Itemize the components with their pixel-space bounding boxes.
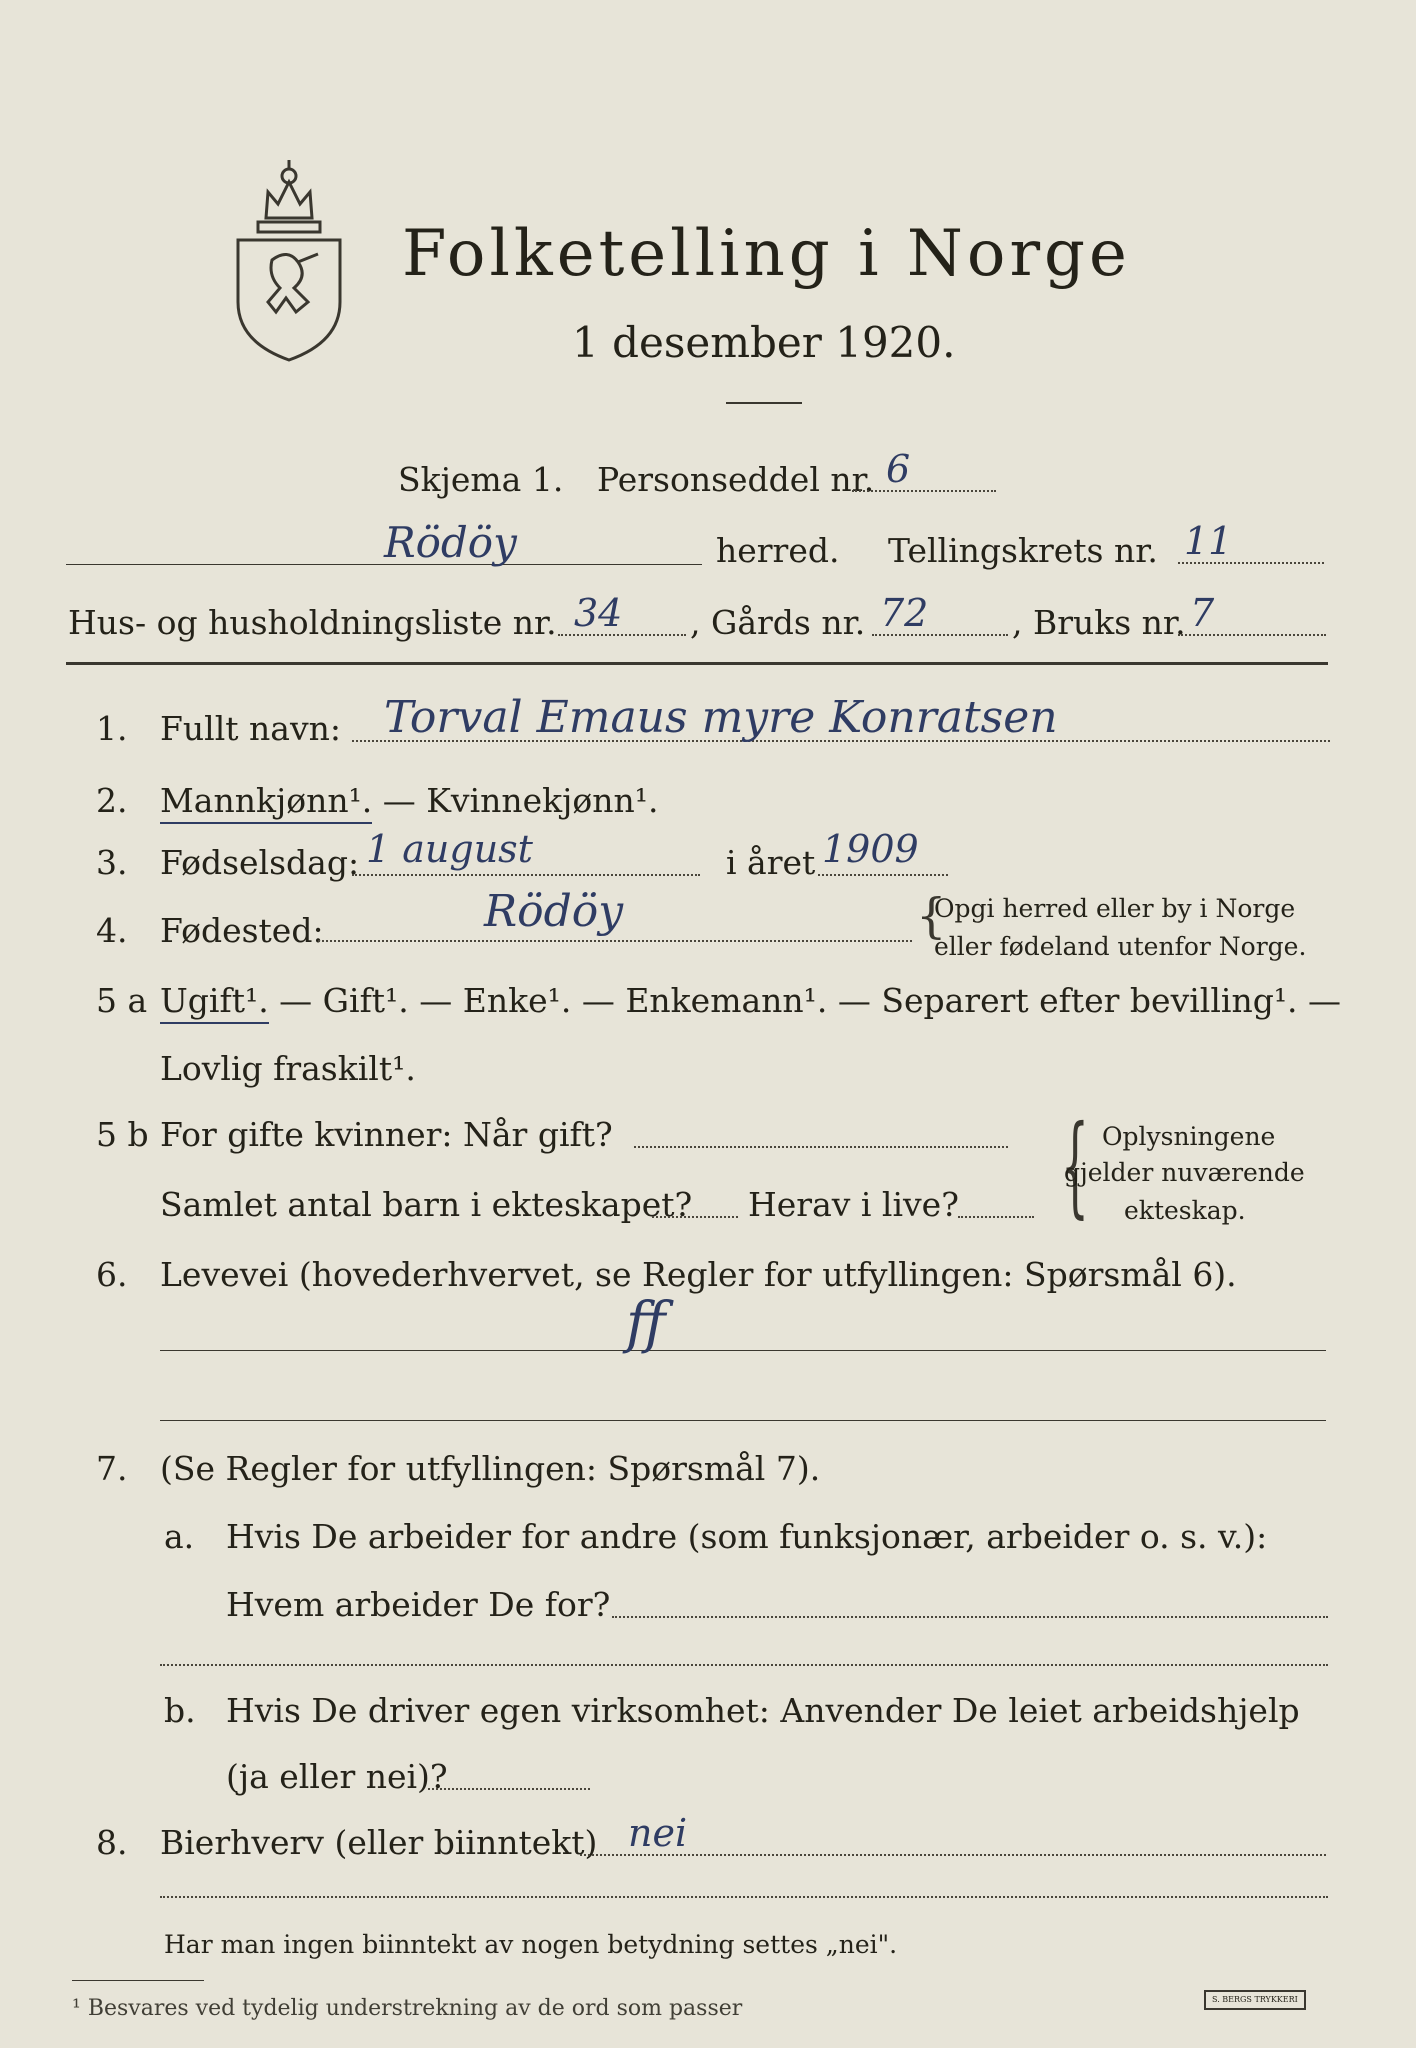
herred-label: herred. xyxy=(716,531,840,570)
q5b-label: For gifte kvinner: Når gift? xyxy=(160,1115,613,1154)
q5b-number: 5 b xyxy=(96,1115,149,1154)
q1-label: Fullt navn: xyxy=(160,709,341,748)
q8-label: Bierhverv (eller biinntekt) xyxy=(160,1823,598,1862)
q4-brace: { xyxy=(916,888,947,944)
q3-line xyxy=(352,874,700,876)
q2-options: Mannkjønn¹. — Kvinnekjønn¹. xyxy=(160,784,659,817)
personseddel-value[interactable]: 6 xyxy=(886,447,911,491)
q6-line2 xyxy=(160,1420,1326,1421)
form-title: Folketelling i Norge xyxy=(402,217,1131,291)
q3-year-line xyxy=(818,874,948,876)
q6-label: Levevei (hovederhvervet, se Regler for utfyllingen: Spørsmål 6). xyxy=(160,1255,1237,1294)
q1-number: 1. xyxy=(96,709,128,748)
q4-note-line1: Opgi herred eller by i Norge xyxy=(934,894,1296,923)
q8-number: 8. xyxy=(96,1823,128,1862)
q7b-label: Hvis De driver egen virksomhet: Anvender De leiet arbeidshjelp xyxy=(226,1691,1300,1730)
q5a-other-options[interactable]: — Gift¹. — Enke¹. — Enkemann¹. — Separert efter bevilling¹. — xyxy=(268,981,1342,1020)
q7b-line2: (ja eller nei)? xyxy=(226,1757,448,1796)
q3-value[interactable]: 1 august xyxy=(366,827,533,871)
q7b-number: b. xyxy=(164,1691,196,1730)
header-divider xyxy=(66,662,1328,665)
herred-value[interactable]: Rödöy xyxy=(384,518,517,567)
footer-note: Har man ingen biinntekt av nogen betydning settes „nei". xyxy=(164,1930,898,1959)
tellingskrets-value[interactable]: 11 xyxy=(1184,519,1233,563)
q6-line1 xyxy=(160,1350,1326,1351)
q5b-alive-label: Herav i live? xyxy=(748,1185,959,1224)
q1-value[interactable]: Torval Emaus myre Konratsen xyxy=(384,692,1058,743)
q3-number: 3. xyxy=(96,843,128,882)
q4-value[interactable]: Rödöy xyxy=(484,886,624,937)
q6-number: 6. xyxy=(96,1255,128,1294)
husliste-label: Hus- og husholdningsliste nr. xyxy=(68,603,557,642)
gards-value[interactable]: 72 xyxy=(880,591,929,635)
footnote: ¹ Besvares ved tydelig understrekning av de ord som passer xyxy=(72,1996,743,2021)
q7a-number: a. xyxy=(164,1517,195,1556)
q4-note-line2: eller fødeland utenfor Norge. xyxy=(934,932,1307,961)
q3-year-label: i året xyxy=(726,843,816,882)
printer-stamp: S. BERGS TRYKKERI xyxy=(1204,1990,1306,2010)
schema-label: Skjema 1. xyxy=(398,460,564,499)
q4-label: Fødested: xyxy=(160,911,324,950)
q5b-note3: ekteskap. xyxy=(1124,1196,1246,1225)
tellingskrets-label: Tellingskrets nr. xyxy=(888,531,1158,570)
personseddel-line xyxy=(852,490,996,492)
q7-label: (Se Regler for utfyllingen: Spørsmål 7). xyxy=(160,1449,821,1488)
q7-number: 7. xyxy=(96,1449,128,1488)
bruks-value[interactable]: 7 xyxy=(1190,591,1215,635)
q4-number: 4. xyxy=(96,911,128,950)
q8-value[interactable]: nei xyxy=(628,1811,688,1855)
q7b-line[interactable] xyxy=(428,1788,590,1790)
q5a-options xyxy=(160,981,1342,1020)
q7a-extra-line xyxy=(160,1664,1328,1666)
title-divider xyxy=(726,402,802,404)
q5b-children-line xyxy=(652,1216,738,1218)
husliste-value[interactable]: 34 xyxy=(574,591,623,635)
footer-divider xyxy=(160,1896,1328,1898)
bruks-label: , Bruks nr. xyxy=(1012,603,1186,642)
q3-label: Fødselsdag: xyxy=(160,843,360,882)
form-date: 1 desember 1920. xyxy=(572,318,956,367)
norwegian-coat-of-arms-icon xyxy=(228,152,350,364)
q2-male-option[interactable]: Mannkjønn¹. xyxy=(160,781,372,824)
q5b-note1: Oplysningene xyxy=(1102,1122,1276,1151)
q5b-brace: { xyxy=(1061,1101,1089,1229)
footnote-rule xyxy=(72,1980,204,1981)
q6-value[interactable]: ff xyxy=(626,1291,666,1356)
gards-label: , Gårds nr. xyxy=(690,603,866,642)
q4-line xyxy=(318,940,912,942)
q7a-label: Hvis De arbeider for andre (som funksjonær, arbeider o. s. v.): xyxy=(226,1517,1268,1556)
q5b-children-label: Samlet antal barn i ekteskapet? xyxy=(160,1185,693,1224)
q5b-alive-line xyxy=(958,1216,1034,1218)
q5b-when-line xyxy=(634,1146,1008,1148)
q5a-ugift-option[interactable]: Ugift¹. xyxy=(160,981,269,1024)
q7a-line2: Hvem arbeider De for? xyxy=(226,1585,611,1624)
q2-female-option[interactable]: Kvinnekjønn¹. xyxy=(426,781,659,820)
q7a-line[interactable] xyxy=(612,1616,1328,1618)
q5b-note2: gjelder nuværende xyxy=(1064,1158,1305,1187)
q8-line xyxy=(580,1854,1326,1856)
q5a-number: 5 a xyxy=(96,981,148,1020)
q2-number: 2. xyxy=(96,781,128,820)
q5a-line2[interactable]: Lovlig fraskilt¹. xyxy=(160,1049,416,1088)
q3-year-value[interactable]: 1909 xyxy=(822,827,919,871)
personseddel-label: Personseddel nr. xyxy=(597,460,875,499)
